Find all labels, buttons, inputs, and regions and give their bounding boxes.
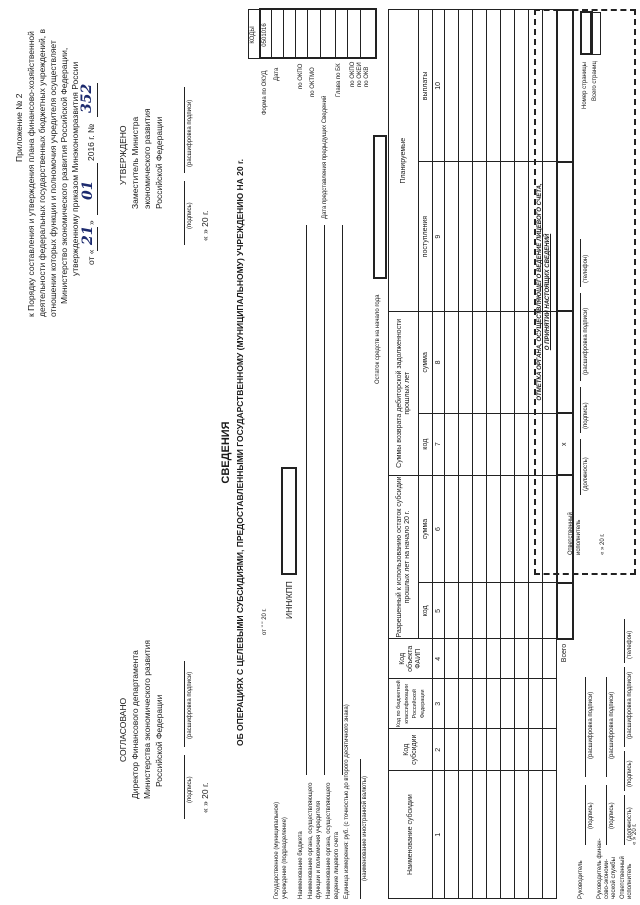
okv-label: по ОКВ (364, 66, 370, 87)
date-label: Дата (274, 67, 280, 81)
sub-header-payments: выплаты (419, 10, 433, 162)
col-header-allowed: Разрешенный к использованию остаток субсидии прошлых лет на начало 20 г. (389, 475, 419, 639)
total-label: Всего (561, 643, 569, 663)
column-number: 5 (433, 583, 445, 639)
sub-header-code: код (419, 413, 433, 475)
phone-caption: (телефон) (627, 630, 633, 659)
okei-label: по ОКЕИ (357, 62, 363, 87)
column-number: 7 (433, 413, 445, 475)
appendix-line: деятельности федеральных государственных бюджетных учреждений, в (37, 28, 47, 317)
column-number: 9 (433, 162, 445, 312)
agreed-date: « » 20 г. (200, 782, 210, 813)
table-row (459, 10, 473, 899)
fin-head-label: Руководитель финан- (597, 838, 603, 899)
document-sheet: Приложение № 2 к Порядку составления и утверждения плана финансово-хозяйственной деятельности федеральных государственных бюджетных учреждений, в отношении которых функции и полномочия учредителя осуществляет Министерство экономического развития Российской Федерации, утвержденному приказом Минэкономразвития России от « 21 » 01 2016 г. № 352 УТВЕРЖДЕНО Заместитель Министра экономического развития Российской Федерации (подпись) (расшифровка подписи) « » 20 г. СОГЛАСОВАНО Директор Финансового департамента Министерства экономического развития Российской Федерации (подпись) (расшифровка подписи) « » 20 г. СВЕДЕНИЯ ОБ ОПЕРАЦИЯХ С ЦЕЛЕВЫМИ СУБСИДИЯМИ, ПРЕДОСТАВЛЕННЫМИ ГОСУДАРСТВЕННОМУ (МУНИЦИПАЛЬНОМУ) УЧРЕЖДЕНИЮ НА 20 г. КОДЫ 0501016 Форма по ОКУД Дата по ОКПО по ОКТМО Дата представления предыдущих Сведений Глава по БК по ОКПО по ОКЕИ по ОКВ от " " 20 г. ИНН/КПП Государственное (муниципальное) учреждение (подразделение) Наименование бюджета Наименование органа, осуществляющего функции и полномочия учредителя Наименование органа, осуществляющего ведение лицевого счета Единица измерения: руб. (с точностью до второго десятичного знака) (наименование иностранной валюты) Остаток средств на начало года Наименование субсидии Код субсидии Код по бюджетной классификации Российской Федерации Код объекта ФАИП Разрешенный к использованию остаток субсидии прошлых лет на начало 20 г. Суммы возврата дебиторской задолженности прошлых лет Планируемые код сумма код сумма поступления выплаты 1 2 3 4 5 6 7 8 9 10 Всего х Номер страницы Всего страниц Руководитель (подпись) (расшифровка подписи) Руководитель финан- сово-экономи- ческой службы (подпись) (расшифровка подписи) Ответственный исполнитель (должность) (подпись) (расшифровка подписи) (телефон) « » 20 г. ОТМЕТКА ОРГАНА, ОСУЩЕСТВЛЯЮЩЕГО ВЕДЕНИЕ ЛИЦЕВОГО СЧЕТА, О ПРИНЯТИИ НАСТОЯЩИХ СВЕДЕНИЙ Ответственный исполнитель (должность) (подпись) (расшифровка подписи) (телефон) « » 20 г. (0, 0, 640, 905)
sub-header-sum: сумма (419, 311, 433, 413)
approved-line: Заместитель Министра (130, 116, 140, 209)
pages-total-label: Всего страниц (592, 61, 598, 101)
from-date: от " " 20 г. (262, 608, 268, 635)
appendix-date-prefix: от « (86, 249, 96, 265)
sub-header-sum: сумма (419, 475, 433, 583)
sign-caption: (подпись) (627, 760, 633, 787)
appendix-number: Приложение № 2 (14, 93, 24, 162)
inn-kpp-field[interactable] (281, 467, 297, 575)
agreed-sign-caption: (подпись) (187, 776, 193, 803)
signatures-date: « » 20 г. (632, 823, 638, 845)
stamp-date: « » 20 г. (600, 533, 606, 555)
founder-label: функции и полномочия учредителя (316, 800, 322, 899)
col-header-code: Код субсидии (389, 729, 433, 771)
stamp-position-caption: (должность) (583, 457, 589, 491)
appendix-date-year: 2016 г. № (86, 123, 96, 161)
head-label: Руководитель (578, 860, 584, 899)
balance-start-field[interactable] (373, 135, 387, 279)
appendix-line: отношении которых функции и полномочия учредителя осуществляет (48, 40, 58, 317)
fin-head-label: сово-экономи- (604, 858, 610, 899)
table-row (487, 10, 501, 899)
executor-label: исполнитель (627, 863, 633, 899)
approved-line: экономического развития (142, 108, 152, 209)
approved-title: УТВЕРЖДЕНО (118, 125, 128, 185)
col-header-refund: Суммы возврата дебиторской задолженности прошлых лет (389, 311, 419, 475)
appendix-line: утвержденному приказом Минэкономразвития России (70, 61, 80, 276)
decode-caption: (расшифровка подписи) (588, 691, 594, 759)
approved-decode-caption: (расшифровка подписи) (187, 99, 193, 167)
column-number: 4 (433, 639, 445, 679)
column-number: 1 (433, 771, 445, 899)
column-numbers-row (433, 10, 445, 899)
okpo-label: по ОКПО (298, 63, 304, 89)
founder-label: Наименование органа, осуществляющего (308, 782, 314, 899)
approved-line: Российской Федерации (154, 116, 164, 209)
table-row (473, 10, 487, 899)
stamp-title: ОТМЕТКА ОРГАНА, ОСУЩЕСТВЛЯЮЩЕГО ВЕДЕНИЕ ЛИЦЕВОГО СЧЕТА, (537, 183, 543, 401)
unit-label: Единица измерения: руб. (с точностью до второго десятичного знака) (344, 704, 350, 899)
stamp-executor-label: исполнитель (576, 519, 582, 555)
col-header-name: Наименование субсидии (389, 771, 433, 899)
account-label: Наименование органа, осуществляющего (326, 782, 332, 899)
col-header-planned: Планируемые (389, 10, 419, 311)
column-number: 2 (433, 729, 445, 771)
col-header-faip: Код объекта ФАИП (389, 639, 433, 679)
agreed-line: Директор Финансового департамента (130, 650, 140, 799)
institution-label: учреждение (подразделение) (282, 817, 288, 899)
inn-kpp-label: ИНН/КПП (284, 581, 294, 619)
handwritten-number: 352 (79, 83, 95, 113)
approved-date: « » 20 г. (200, 210, 210, 241)
stamp-sign-caption: (подпись) (583, 402, 589, 429)
bk-label: Глава по БК (336, 63, 342, 97)
budget-label: Наименование бюджета (298, 831, 304, 899)
agreed-line: Министерства экономического развития (142, 639, 152, 799)
handwritten-day: 21 (80, 225, 96, 245)
column-number: 8 (433, 311, 445, 413)
prev-date-label: Дата представления предыдущих Сведений (322, 95, 328, 219)
okud-label: Форма по ОКУД (262, 70, 268, 115)
column-number: 10 (433, 10, 445, 162)
sign-caption: (подпись) (588, 802, 594, 829)
appendix-line: к Порядку составления и утверждения плана финансово-хозяйственной (26, 31, 36, 317)
sub-header-code: код (419, 583, 433, 639)
okpo2-label: по ОКПО (350, 61, 356, 87)
sign-caption: (подпись) (609, 802, 615, 829)
appendix-line: Министерство экономического развития Российской Федерации, (59, 47, 69, 304)
column-number: 3 (433, 679, 445, 729)
document-subtitle: ОБ ОПЕРАЦИЯХ С ЦЕЛЕВЫМИ СУБСИДИЯМИ, ПРЕДОСТАВЛЕННЫМИ ГОСУДАРСТВЕННОМУ (МУНИЦИПАЛЬНОМУ) УЧРЕЖДЕНИЮ НА 20 г. (235, 158, 245, 747)
table-row (501, 10, 515, 899)
stamp-title: О ПРИНЯТИИ НАСТОЯЩИХ СВЕДЕНИЙ (545, 233, 551, 351)
oktmo-label: по ОКТМО (310, 67, 316, 97)
currency-caption: (наименование иностранной валюты) (362, 775, 368, 881)
document-title: СВЕДЕНИЯ (220, 421, 232, 484)
handwritten-month: 01 (80, 180, 96, 200)
position-caption: (должность) (627, 807, 633, 841)
stamp-phone-caption: (телефон) (583, 254, 589, 283)
codes-header: КОДЫ (250, 26, 256, 44)
stamp-executor-label: Ответственный (568, 512, 574, 555)
executor-label: Ответственный (620, 856, 626, 899)
decode-caption: (расшифровка подписи) (609, 691, 615, 759)
decode-caption: (расшифровка подписи) (627, 671, 633, 739)
sub-header-receipts: поступления (419, 162, 433, 312)
col-header-kbk: Код по бюджетной классификации Российской Федерации (389, 679, 433, 729)
column-number: 6 (433, 475, 445, 583)
table-row (445, 10, 459, 899)
agreed-title: СОГЛАСОВАНО (118, 697, 128, 762)
okud-code: 0501016 (262, 23, 268, 47)
account-label: ведение лицевого счета (334, 831, 340, 899)
agreed-decode-caption: (расшифровка подписи) (187, 671, 193, 739)
balance-start-label: Остаток средств на начало года (375, 294, 381, 384)
stamp-decode-caption: (расшифровка подписи) (583, 307, 589, 375)
institution-label: Государственное (муниципальное) (274, 801, 280, 899)
fin-head-label: ческой службы (611, 857, 617, 899)
approved-sign-caption: (подпись) (187, 202, 193, 229)
total-x: х (557, 413, 573, 475)
agreed-line: Российской Федерации (154, 694, 164, 787)
page-number-label: Номер страницы (582, 62, 588, 109)
table-row (515, 10, 529, 899)
